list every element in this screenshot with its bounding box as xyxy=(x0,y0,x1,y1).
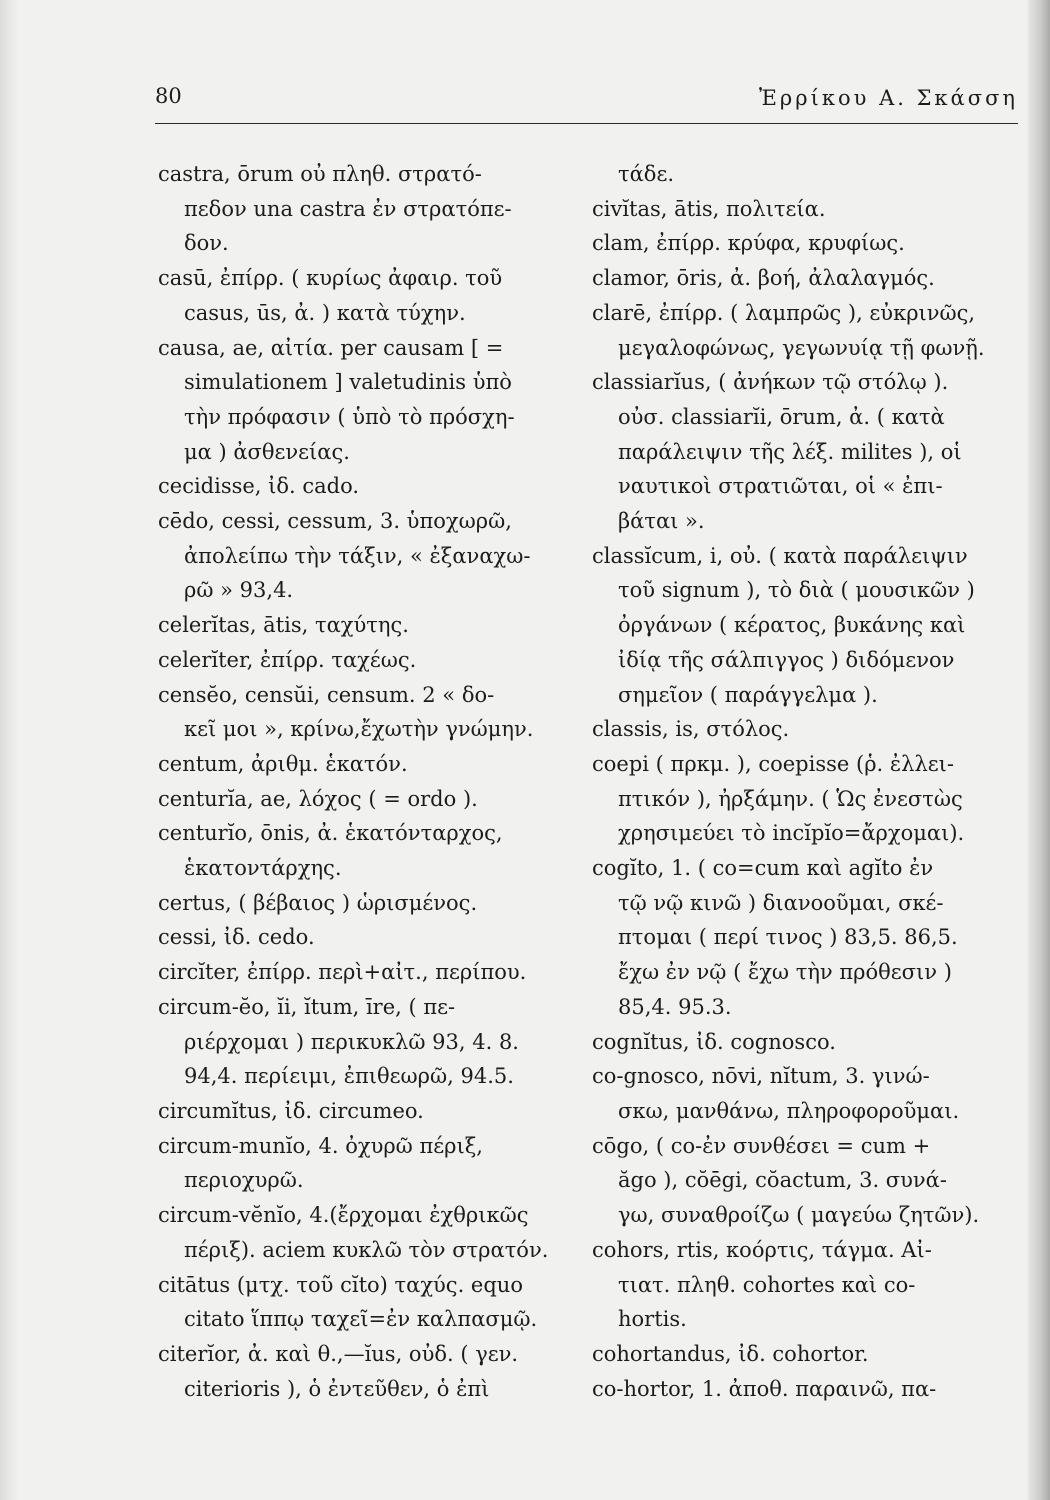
dictionary-entry xyxy=(158,157,576,261)
entry-headline: centurĭa, ae, λόχος ( = ordo ). xyxy=(158,786,478,811)
dictionary-entry xyxy=(158,504,576,608)
entry-headline: censĕo, censŭi, censum. 2 « δο- xyxy=(158,682,495,707)
entry-headline: celerĭter, ἐπίρρ. ταχέως. xyxy=(158,647,417,672)
entry-headline: classiarĭus, ( ἀνήκων τῷ στόλῳ ). xyxy=(592,370,949,395)
entry-continuation: πέριξ). aciem κυκλῶ τὸν στρατόν. xyxy=(184,1237,549,1262)
entry-continuation: ὀργάνων ( κέρατος, βυκάνης καὶ xyxy=(618,613,966,638)
page-header xyxy=(155,84,1018,124)
entry-continuation: ἀπολείπω τὴν τάξιν, « ἐξαναχω- xyxy=(184,543,531,568)
entry-continuation: ναυτικοὶ στρατιῶται, οἱ « ἐπι- xyxy=(618,474,943,499)
entry-continuation: ἰδίᾳ τῆς σάλπιγγος ) διδόμενον xyxy=(618,647,955,672)
header-rule xyxy=(155,123,1018,124)
entry-continuation: βάται ». xyxy=(618,509,705,534)
entry-headline: clam, ἐπίρρ. κρύφα, κρυφίως. xyxy=(592,231,905,256)
page-number: 80 xyxy=(155,84,182,108)
entry-continuation: hortis. xyxy=(618,1307,687,1332)
entry-headline: cogĭto, 1. ( co=cum καὶ agĭto ἐν xyxy=(592,856,934,881)
entry-headline: celerĭtas, ātis, ταχύτης. xyxy=(158,613,409,638)
entry-continuation: simulationem ] valetudinis ὑπὸ xyxy=(184,370,512,395)
entry-headline: τάδε. xyxy=(618,162,674,186)
entry-headline: castra, ōrum οὐ πληθ. στρατό- xyxy=(158,162,482,186)
entry-continuation: ρῶ » 93,4. xyxy=(184,578,294,603)
running-head: Ἐρρίκου Α. Σκάσση xyxy=(759,86,1018,110)
dictionary-entry xyxy=(158,1268,576,1337)
dictionary-entry xyxy=(592,1372,1017,1407)
entry-continuation: σημεῖον ( παράγγελμα ). xyxy=(618,682,878,707)
entry-headline: cohors, rtis, κοόρτις, τάγμα. Αἰ- xyxy=(592,1237,932,1262)
dictionary-entry xyxy=(592,296,1017,365)
entry-continuation: οὐσ. classiarĭi, ōrum, ἀ. ( κατὰ xyxy=(618,404,945,429)
dictionary-entry xyxy=(592,261,1017,296)
entry-continuation: τιατ. πληθ. cohortes καὶ co- xyxy=(618,1272,916,1297)
entry-continuation: τὴν πρόφασιν ( ὑπὸ τὸ πρόσχη- xyxy=(184,404,515,429)
dictionary-entry xyxy=(158,678,576,747)
dictionary-entry xyxy=(592,1129,1017,1233)
dictionary-entry xyxy=(592,157,1017,192)
right-column xyxy=(592,157,1017,1406)
entry-continuation: μα ) ἀσθενείας. xyxy=(184,439,350,464)
dictionary-entry xyxy=(592,1025,1017,1060)
entry-headline: circumĭtus, ἰδ. circumeo. xyxy=(158,1098,424,1123)
entry-continuation: περιοχυρῶ. xyxy=(184,1168,304,1193)
entry-continuation: ἔχω ἐν νῷ ( ἔχω τὴν πρόθεσιν ) xyxy=(618,960,952,985)
dictionary-entry xyxy=(158,747,576,782)
entry-headline: cohortandus, ἰδ. cohortor. xyxy=(592,1341,869,1366)
entry-continuation: 94,4. περίειμι, ἐπιθεωρῶ, 94.5. xyxy=(184,1064,514,1089)
entry-continuation: μεγαλοφώνως, γεγωνυίᾳ τῇ φωνῇ. xyxy=(618,335,985,360)
entry-continuation: τοῦ signum ), τὸ διὰ ( μουσικῶν ) xyxy=(618,578,975,603)
dictionary-entry xyxy=(592,226,1017,261)
entry-continuation: δον. xyxy=(184,231,229,256)
entry-headline: cecidisse, ἰδ. cado. xyxy=(158,474,360,499)
entry-headline: clamor, ōris, ἀ. βοή, ἀλαλαγμός. xyxy=(592,266,935,291)
entry-continuation: ἑκατοντάρχης. xyxy=(184,856,342,881)
dictionary-entry xyxy=(158,1198,576,1267)
dictionary-entry xyxy=(592,1337,1017,1372)
entry-headline: classĭcum, i, οὐ. ( κατὰ παράλειψιν xyxy=(592,543,968,568)
entry-continuation: παράλειψιν τῆς λέξ. milites ), οἱ xyxy=(618,439,962,464)
dictionary-entry xyxy=(592,712,1017,747)
entry-headline: civĭtas, ātis, πολιτεία. xyxy=(592,196,826,221)
entry-headline: clarē, ἐπίρρ. ( λαμπρῶς ), εὐκρινῶς, xyxy=(592,300,976,325)
entry-headline: cessi, ἰδ. cedo. xyxy=(158,925,315,950)
dictionary-entry xyxy=(158,608,576,643)
entry-headline: circum-ĕo, ĭi, ĭtum, īre, ( πε- xyxy=(158,994,456,1019)
entry-headline: co-gnosco, nōvi, nĭtum, 3. γινώ- xyxy=(592,1064,930,1089)
entry-continuation: τῷ νῷ κινῶ ) διανοοῦμαι, σκέ- xyxy=(618,890,944,915)
entry-continuation: casus, ūs, ἀ. ) κατὰ τύχην. xyxy=(184,300,466,325)
dictionary-entry xyxy=(592,1059,1017,1128)
entry-continuation: citato ἵππῳ ταχεῖ=ἐν καλπασμῷ. xyxy=(184,1307,538,1332)
dictionary-entry xyxy=(158,331,576,470)
entry-continuation: κεῖ μοι », κρίνω,ἔχωτὴν γνώμην. xyxy=(184,717,534,742)
entry-headline: centum, ἀριθμ. ἑκατόν. xyxy=(158,751,408,776)
entry-continuation: citerioris ), ὁ ἐντεῦθεν, ὁ ἐπὶ xyxy=(184,1376,490,1401)
dictionary-entry xyxy=(158,920,576,955)
page-edge xyxy=(1028,0,1050,1500)
dictionary-entry xyxy=(592,747,1017,851)
entry-headline: citerĭor, ἀ. καὶ θ.,—ĭus, οὐδ. ( γεν. xyxy=(158,1341,519,1366)
entry-continuation: γω, συναθροίζω ( μαγεύω ζητῶν). xyxy=(618,1203,980,1228)
entry-headline: cognĭtus, ἰδ. cognosco. xyxy=(592,1029,836,1054)
dictionary-entry xyxy=(158,1129,576,1198)
entry-headline: certus, ( βέβαιος ) ὡρισμένος. xyxy=(158,890,478,915)
entry-headline: circum-vĕnĭo, 4.(ἔρχομαι ἐχθρικῶς xyxy=(158,1203,529,1228)
gutter-shadow xyxy=(0,0,18,1500)
dictionary-entry xyxy=(158,816,576,885)
entry-continuation: ăgo ), cŏēgi, cŏactum, 3. συνά- xyxy=(618,1168,947,1193)
dictionary-entry xyxy=(158,782,576,817)
dictionary-entry xyxy=(592,192,1017,227)
entry-continuation: 85,4. 95.3. xyxy=(618,994,732,1019)
entry-headline: coepi ( πρκμ. ), coepisse (ῥ. ἐλλει- xyxy=(592,751,954,776)
dictionary-entry xyxy=(158,261,576,330)
entry-continuation: πεδον una castra ἐν στρατόπε- xyxy=(184,196,512,221)
entry-continuation: πτικόν ), ἠρξάμην. ( Ὡς ἐνεστὼς xyxy=(618,786,963,811)
entry-headline: cōgo, ( co-ἐν συνθέσει = cum + xyxy=(592,1133,931,1158)
entry-continuation: πτομαι ( περί τινος ) 83,5. 86,5. xyxy=(618,925,958,950)
entry-continuation: σκω, μανθάνω, πληροφοροῦμαι. xyxy=(618,1098,960,1123)
entry-continuation: χρησιμεύει τὸ incĭpĭo=ἄρχομαι). xyxy=(618,821,965,846)
dictionary-entry xyxy=(158,469,576,504)
left-column xyxy=(158,157,576,1406)
entry-headline: casū, ἐπίρρ. ( κυρίως ἀφαιρ. τοῦ xyxy=(158,266,503,291)
entry-headline: co-hortor, 1. ἀποθ. παραινῶ, πα- xyxy=(592,1376,937,1401)
dictionary-entry xyxy=(158,1094,576,1129)
entry-continuation: ριέρχομαι ) περικυκλῶ 93, 4. 8. xyxy=(184,1029,519,1054)
entry-headline: causa, ae, αἰτία. per causam [ = xyxy=(158,335,504,360)
dictionary-entry xyxy=(592,851,1017,1025)
entry-headline: citātus (μτχ. τοῦ cĭto) ταχύς. equo xyxy=(158,1272,523,1297)
dictionary-entry xyxy=(592,365,1017,539)
entry-headline: cēdo, cessi, cessum, 3. ὑποχωρῶ, xyxy=(158,509,512,534)
dictionary-entry xyxy=(158,955,576,990)
entry-headline: classis, is, στόλος. xyxy=(592,717,790,742)
dictionary-entry xyxy=(158,990,576,1094)
dictionary-entry xyxy=(158,643,576,678)
dictionary-entry xyxy=(158,886,576,921)
entry-headline: circum-munĭo, 4. ὀχυρῶ πέριξ, xyxy=(158,1133,483,1158)
dictionary-entry xyxy=(592,539,1017,713)
entry-headline: centurĭo, ōnis, ἀ. ἑκατόνταρχος, xyxy=(158,821,503,846)
dictionary-entry xyxy=(158,1337,576,1406)
entry-headline: circĭter, ἐπίρρ. περὶ+αἰτ., περίπου. xyxy=(158,960,527,985)
dictionary-entry xyxy=(592,1233,1017,1337)
